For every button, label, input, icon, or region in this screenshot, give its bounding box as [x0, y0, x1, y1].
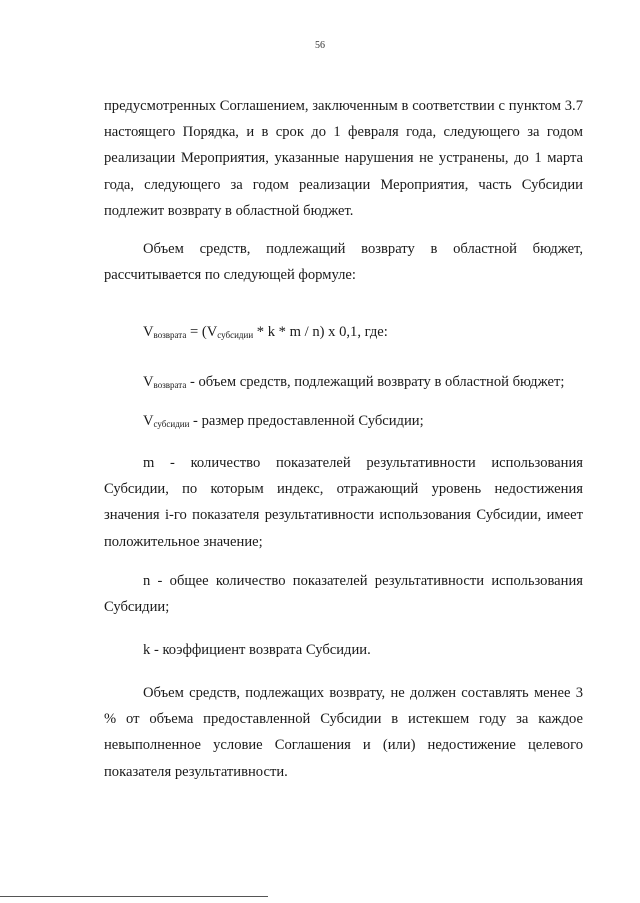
formula-sub-return: возврата [153, 330, 187, 340]
definition-v-subsidy-text: - размер предоставленной Субсидии; [189, 413, 424, 429]
page-number: 56 [315, 40, 325, 51]
formula-eq-open: = (V [186, 324, 218, 340]
formula-sub-subsidy: субсидии [217, 330, 254, 340]
definition-v-return-text: - объем средств, подлежащий возврату в областной бюджет; [186, 374, 565, 390]
formula-rest: * k * m / n) x 0,1, где: [253, 324, 388, 340]
definition-k: k - коэффициент возврата Субсидии. [143, 642, 371, 658]
formula [143, 319, 388, 345]
definition-v-return [143, 369, 564, 395]
definition-v-return-sub: возврата [153, 380, 187, 390]
definition-v-return-symbol: V [143, 374, 154, 390]
paragraph-minimum-return: Объем средств, подлежащих возврату, не должен составлять менее 3 % от объема предоставленной Субсидии в истекшем году за каждое невыполненное условие Соглашения и (или) недостижение целевого показателя результативности. [104, 685, 583, 780]
definition-v-subsidy [143, 408, 424, 434]
paragraph-return-conditions: предусмотренных Соглашением, заключенным в соответствии с пунктом 3.7 настоящего Порядка, и в срок до 1 февраля года, следующего за годом реализации Мероприятия, указанные нарушения не устранены, до 1 марта года, следующего за годом реализации Мероприятия, часть Субсидии подлежит возврату в областной бюджет. [104, 98, 583, 219]
formula-v: V [143, 324, 154, 340]
bottom-divider [0, 896, 268, 897]
definition-v-subsidy-sub: субсидии [153, 419, 190, 429]
definition-m: m - количество показателей результативности использования Субсидии, по которым индекс, отражающий уровень недостижения значения i-го показателя результативности использования Субсидии, имеет положительное значение; [104, 455, 583, 550]
definition-n: n - общее количество показателей результативности использования Субсидии; [104, 573, 583, 616]
definition-v-subsidy-symbol: V [143, 413, 154, 429]
paragraph-formula-intro: Объем средств, подлежащий возврату в областной бюджет, рассчитывается по следующей формуле: [104, 241, 583, 284]
